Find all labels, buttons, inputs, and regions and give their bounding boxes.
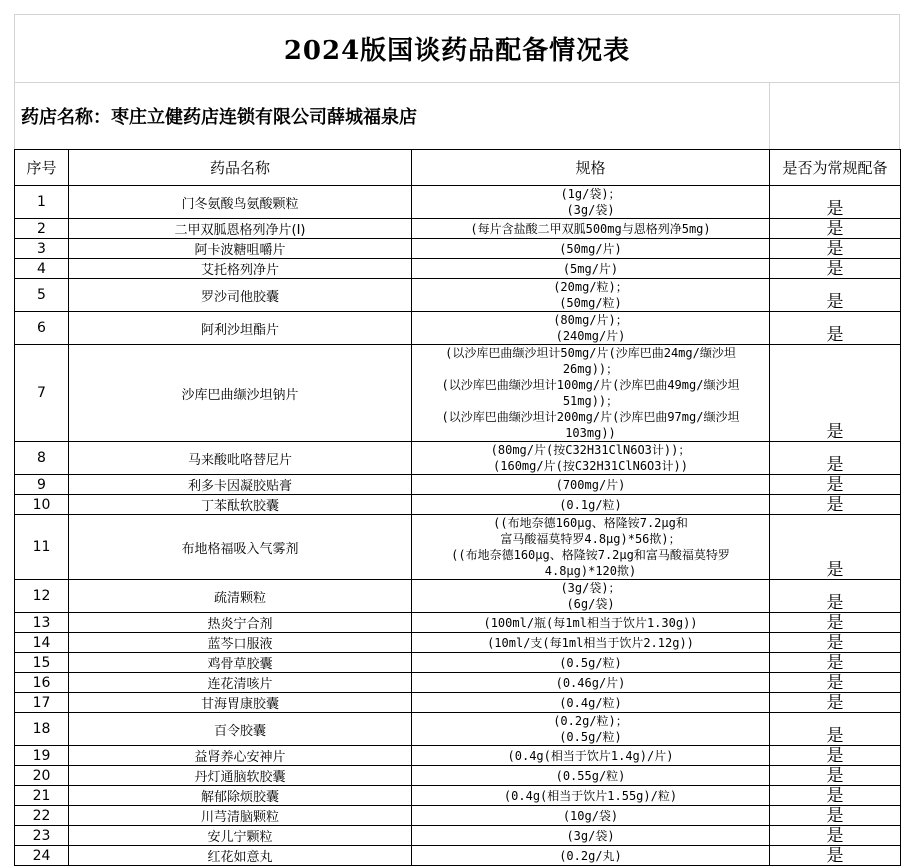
drug-spec	[412, 653, 770, 673]
drug-spec	[412, 693, 770, 713]
drug-name: 利多卡因凝胶贴膏	[69, 475, 412, 495]
row-number: 10	[15, 495, 69, 515]
row-number: 21	[15, 786, 69, 806]
drug-name: 连花清咳片	[69, 673, 412, 693]
table-row	[15, 495, 901, 515]
store-row	[14, 82, 900, 149]
row-number: 2	[15, 219, 69, 239]
drug-name: 丁苯酞软胶囊	[69, 495, 412, 515]
regular-supply-flag: 是	[770, 259, 901, 279]
row-number: 8	[15, 442, 69, 475]
drug-name: 马来酸吡咯替尼片	[69, 442, 412, 475]
drug-spec	[412, 495, 770, 515]
drug-spec	[412, 345, 770, 442]
regular-supply-flag: 是	[770, 746, 901, 766]
table-row	[15, 515, 901, 580]
row-number: 20	[15, 766, 69, 786]
drug-spec	[412, 673, 770, 693]
row-number: 9	[15, 475, 69, 495]
row-number: 7	[15, 345, 69, 442]
drug-spec	[412, 613, 770, 633]
spec-line: (20mg/粒)；	[553, 280, 628, 294]
spec-line: (0.4g(相当于饮片1.4g)/片)	[507, 748, 674, 763]
spec-line: (0.4g/粒)	[559, 695, 622, 710]
regular-supply-flag: 是	[770, 713, 901, 746]
row-number: 12	[15, 580, 69, 613]
regular-supply-flag: 是	[770, 786, 901, 806]
spec-line: (0.5g/粒)	[559, 730, 622, 744]
regular-supply-flag: 是	[770, 826, 901, 846]
spec-line: (0.46g/片)	[555, 675, 626, 690]
drug-spec	[412, 515, 770, 580]
spec-line: (0.2g/粒)；	[553, 714, 628, 728]
spec-line: (0.2g/丸)	[559, 848, 622, 863]
spreadsheet	[14, 14, 900, 866]
regular-supply-flag: 是	[770, 219, 901, 239]
drug-name: 丹灯通脑软胶囊	[69, 766, 412, 786]
table-row	[15, 673, 901, 693]
spec-line: 26mg))；	[562, 362, 619, 376]
table-row	[15, 653, 901, 673]
spec-line: (6g/袋)	[566, 597, 615, 611]
drug-name: 艾托格列净片	[69, 259, 412, 279]
row-number: 1	[15, 186, 69, 219]
row-number: 4	[15, 259, 69, 279]
regular-supply-flag: 是	[770, 653, 901, 673]
drug-name: 疏清颗粒	[69, 580, 412, 613]
table-row	[15, 219, 901, 239]
cell-divider	[769, 83, 770, 149]
drug-name: 鸡骨草胶囊	[69, 653, 412, 673]
spec-line: (每片含盐酸二甲双胍500mg与恩格列净5mg)	[470, 221, 711, 236]
regular-supply-flag: 是	[770, 442, 901, 475]
row-number: 15	[15, 653, 69, 673]
drug-name: 甘海胃康胶囊	[69, 693, 412, 713]
row-number: 14	[15, 633, 69, 653]
row-number: 16	[15, 673, 69, 693]
table-row	[15, 345, 901, 442]
drug-spec	[412, 580, 770, 613]
row-number: 22	[15, 806, 69, 826]
drug-name: 罗沙司他胶囊	[69, 279, 412, 312]
drug-spec	[412, 475, 770, 495]
spec-line: 4.8μg)*120揿)	[544, 564, 637, 578]
row-number: 3	[15, 239, 69, 259]
table-header-row	[15, 150, 901, 186]
regular-supply-flag: 是	[770, 613, 901, 633]
table-row	[15, 312, 901, 345]
drug-spec	[412, 279, 770, 312]
regular-supply-flag: 是	[770, 515, 901, 580]
drug-spec	[412, 806, 770, 826]
regular-supply-flag: 是	[770, 495, 901, 515]
table-row	[15, 786, 901, 806]
drug-spec	[412, 766, 770, 786]
drug-name: 热炎宁合剂	[69, 613, 412, 633]
regular-supply-flag: 是	[770, 312, 901, 345]
drug-spec	[412, 239, 770, 259]
spec-line: (80mg/片)；	[553, 313, 628, 327]
spec-line: (0.1g/粒)	[559, 497, 622, 512]
drug-name: 阿卡波糖咀嚼片	[69, 239, 412, 259]
regular-supply-flag: 是	[770, 673, 901, 693]
drug-name: 解郁除烦胶囊	[69, 786, 412, 806]
drug-name: 蓝芩口服液	[69, 633, 412, 653]
row-number: 17	[15, 693, 69, 713]
drug-name: 红花如意丸	[69, 846, 412, 866]
table-row	[15, 613, 901, 633]
drug-spec	[412, 259, 770, 279]
spec-line: (3g/袋)；	[560, 581, 621, 595]
drug-spec	[412, 186, 770, 219]
regular-supply-flag: 是	[770, 186, 901, 219]
spec-line: (50mg/片)	[559, 241, 622, 256]
table-row	[15, 239, 901, 259]
store-name: 药店名称：枣庄立健药店连锁有限公司薛城福泉店	[21, 107, 417, 128]
row-number: 11	[15, 515, 69, 580]
regular-supply-flag: 是	[770, 475, 901, 495]
table-row	[15, 806, 901, 826]
table-row	[15, 580, 901, 613]
table-row	[15, 693, 901, 713]
drug-name: 阿利沙坦酯片	[69, 312, 412, 345]
spec-line: (3g/袋)	[566, 203, 615, 217]
drug-spec	[412, 713, 770, 746]
table-row	[15, 475, 901, 495]
spec-line: 103mg))	[565, 426, 616, 440]
spec-line: (0.55g/粒)	[555, 768, 626, 783]
drug-name: 川芎清脑颗粒	[69, 806, 412, 826]
spec-line: (10ml/支(每1ml相当于饮片2.12g))	[487, 635, 694, 650]
header-name: 药品名称	[69, 150, 412, 186]
table-row	[15, 186, 901, 219]
regular-supply-flag: 是	[770, 693, 901, 713]
drug-name: 益肾养心安神片	[69, 746, 412, 766]
row-number: 24	[15, 846, 69, 866]
regular-supply-flag: 是	[770, 806, 901, 826]
row-number: 23	[15, 826, 69, 846]
row-number: 5	[15, 279, 69, 312]
header-spec: 规格	[412, 150, 770, 186]
spec-line: (10g/袋)	[562, 808, 619, 823]
regular-supply-flag: 是	[770, 580, 901, 613]
drug-spec	[412, 786, 770, 806]
drug-table	[14, 149, 901, 866]
drug-name: 安儿宁颗粒	[69, 826, 412, 846]
title-row	[14, 14, 900, 82]
row-number: 18	[15, 713, 69, 746]
drug-name: 二甲双胍恩格列净片(Ⅰ)	[69, 219, 412, 239]
table-row	[15, 713, 901, 746]
spec-line: (50mg/粒)	[559, 296, 622, 310]
regular-supply-flag: 是	[770, 279, 901, 312]
row-number: 19	[15, 746, 69, 766]
drug-spec	[412, 442, 770, 475]
spec-line: (80mg/片(按C32H31ClN6O3计))；	[490, 443, 691, 457]
row-number: 6	[15, 312, 69, 345]
spec-line: (5mg/片)	[562, 261, 619, 276]
header-no: 序号	[15, 150, 69, 186]
spec-line: 富马酸福莫特罗4.8μg)*56揿)；	[500, 532, 681, 546]
row-number: 13	[15, 613, 69, 633]
spec-line: (0.5g/粒)	[559, 655, 622, 670]
table-row	[15, 766, 901, 786]
regular-supply-flag: 是	[770, 633, 901, 653]
spec-line: (1g/袋)；	[560, 187, 621, 201]
drug-spec	[412, 826, 770, 846]
regular-supply-flag: 是	[770, 345, 901, 442]
spec-line: (160mg/片(按C32H31ClN6O3计))	[493, 459, 688, 473]
spec-line: ((布地奈德160μg、格隆铵7.2μg和富马酸福莫特罗	[451, 548, 730, 562]
table-row	[15, 279, 901, 312]
spec-line: (0.4g(相当于饮片1.55g)/粒)	[503, 788, 678, 803]
spec-line: (以沙库巴曲缬沙坦计100mg/片(沙库巴曲49mg/缬沙坦	[441, 378, 740, 392]
drug-name: 布地格福吸入气雾剂	[69, 515, 412, 580]
drug-name: 百令胶囊	[69, 713, 412, 746]
regular-supply-flag: 是	[770, 239, 901, 259]
page-title: 2024版国谈药品配备情况表	[283, 36, 631, 66]
regular-supply-flag: 是	[770, 846, 901, 866]
drug-name: 沙库巴曲缬沙坦钠片	[69, 345, 412, 442]
header-flag: 是否为常规配备	[770, 150, 901, 186]
table-row	[15, 442, 901, 475]
drug-spec	[412, 312, 770, 345]
table-row	[15, 259, 901, 279]
spec-line: (3g/袋)	[566, 828, 615, 843]
drug-name: 门冬氨酸鸟氨酸颗粒	[69, 186, 412, 219]
spec-line: (700mg/片)	[555, 477, 626, 492]
spec-line: 51mg))；	[562, 394, 619, 408]
spec-line: (240mg/片)	[555, 329, 626, 343]
table-row	[15, 633, 901, 653]
drug-spec	[412, 746, 770, 766]
drug-spec	[412, 633, 770, 653]
spec-line: (以沙库巴曲缬沙坦计200mg/片(沙库巴曲97mg/缬沙坦	[441, 410, 740, 424]
spec-line: ((布地奈德160μg、格隆铵7.2μg和	[493, 516, 688, 530]
table-row	[15, 746, 901, 766]
spec-line: (以沙库巴曲缬沙坦计50mg/片(沙库巴曲24mg/缬沙坦	[445, 346, 736, 360]
regular-supply-flag: 是	[770, 766, 901, 786]
drug-spec	[412, 219, 770, 239]
table-row	[15, 826, 901, 846]
spec-line: (100ml/瓶(每1ml相当于饮片1.30g))	[483, 615, 698, 630]
